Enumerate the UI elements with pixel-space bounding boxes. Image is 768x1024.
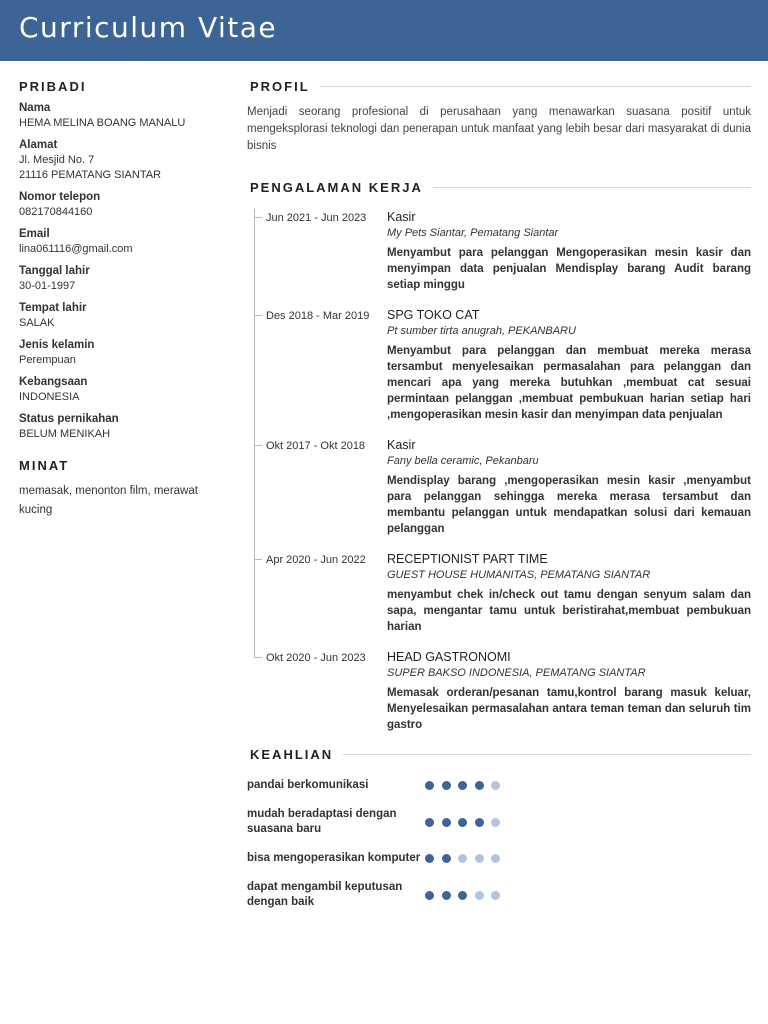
job-role: HEAD GASTRONOMI xyxy=(387,650,511,664)
field-value: SALAK xyxy=(19,317,55,329)
field-label: Jenis kelamin xyxy=(19,339,95,351)
minat-heading: MINAT xyxy=(19,458,70,473)
timeline-tick xyxy=(254,315,262,316)
field-label: Status pernikahan xyxy=(19,413,119,425)
main-content xyxy=(247,79,751,924)
job-description: Mendisplay barang ,mengoperasikan mesin kasir ,menyambut para pelanggan sehingga mereka merasa tersambut dan membantu pelanggan untuk mendapatkan solusi dari kemauan pelanggan xyxy=(387,475,751,535)
personal-field xyxy=(19,412,219,442)
skills-section-header xyxy=(250,747,751,762)
level-dot-filled xyxy=(442,854,451,863)
personal-field xyxy=(19,375,219,405)
job-date: Apr 2020 - Jun 2022 xyxy=(266,554,366,566)
profil-section-header xyxy=(250,79,751,94)
timeline-tick xyxy=(254,559,262,560)
level-dot-filled xyxy=(475,818,484,827)
field-label: Alamat xyxy=(19,139,58,151)
level-dot-empty xyxy=(491,854,500,863)
job-date: Jun 2021 - Jun 2023 xyxy=(266,212,367,224)
level-dot-filled xyxy=(425,781,434,790)
job-description: Menyambut para pelanggan dan membuat mereka merasa tersambut menyelesaikan permasalahan para pelanggan dan mencari apa yang mereka butuhkan ,membuat cat sesuai permintaan pelanggan ,membuat pembukuan harian setiap hari ,mengoperasikan mesin kasir dan menyimpan data penjualan xyxy=(387,345,751,421)
skill-level-rating xyxy=(425,854,508,863)
personal-field xyxy=(19,264,219,294)
level-dot-filled xyxy=(458,781,467,790)
field-value: 21116 PEMATANG SIANTAR xyxy=(19,169,162,181)
pribadi-heading: PRIBADI xyxy=(19,79,87,94)
skill-level-rating xyxy=(425,818,508,827)
job-body xyxy=(387,649,751,733)
divider xyxy=(433,187,751,188)
job-description: Menyambut para pelanggan Mengoperasikan mesin kasir dan menyimpan data penjualan Mendisplay barang Audit barang setiap minggu xyxy=(387,247,751,291)
header-banner xyxy=(0,0,768,61)
personal-field xyxy=(19,301,219,331)
profil-heading: PROFIL xyxy=(250,79,310,94)
job-role: Kasir xyxy=(387,438,416,452)
personal-field xyxy=(19,338,219,368)
job-description: Memasak orderan/pesanan tamu,kontrol barang masuk keluar, Menyelesaikan permasalahan antara teman teman dan seluruh tim gastro xyxy=(387,687,751,731)
skill-row xyxy=(247,807,751,837)
timeline-tick xyxy=(254,217,262,218)
job-role: RECEPTIONIST PART TIME xyxy=(387,552,548,566)
skill-row xyxy=(247,880,751,910)
job-company: SUPER BAKSO INDONESIA, PEMATANG SIANTAR xyxy=(387,667,646,679)
timeline-tick xyxy=(254,445,262,446)
personal-info-list xyxy=(19,101,219,442)
field-value: lina061116@gmail.com xyxy=(19,243,133,255)
job-body xyxy=(387,551,751,635)
skill-row xyxy=(247,851,751,866)
personal-field xyxy=(19,190,219,220)
level-dot-filled xyxy=(442,781,451,790)
job-company: Fany bella ceramic, Pekanbaru xyxy=(387,455,539,467)
profil-text: Menjadi seorang profesional di perusahaan yang menawarkan suasana positif untuk mengeksplorasi teknologi dan penerapan untuk manfaat yang lebih besar dari masyarakat di dunia bisnis xyxy=(247,106,751,152)
skill-name: bisa mengoperasikan komputer xyxy=(247,852,421,864)
timeline-tick xyxy=(254,657,262,658)
level-dot-filled xyxy=(475,781,484,790)
field-value: 082170844160 xyxy=(19,206,93,218)
job-company: GUEST HOUSE HUMANITAS, PEMATANG SIANTAR xyxy=(387,569,651,581)
job-description: menyambut chek in/check out tamu dengan senyum salam dan sapa, mengantar tamu untuk beristirahat,membuat pembukuan harian xyxy=(387,589,751,633)
skill-name: dapat mengambil keputusan dengan baik xyxy=(247,881,403,908)
personal-field xyxy=(19,227,219,257)
field-value: 30-01-1997 xyxy=(19,280,76,292)
job-date: Okt 2020 - Jun 2023 xyxy=(266,652,366,664)
field-label: Email xyxy=(19,228,50,240)
minat-text: memasak, menonton film, merawat kucing xyxy=(19,485,198,516)
field-label: Kebangsaan xyxy=(19,376,88,388)
job-body xyxy=(387,209,751,293)
field-value: INDONESIA xyxy=(19,391,80,403)
skill-name: mudah beradaptasi dengan suasana baru xyxy=(247,808,397,835)
field-value: Jl. Mesjid No. 7 xyxy=(19,154,95,166)
field-value: Perempuan xyxy=(19,354,76,366)
job-body xyxy=(387,437,751,537)
personal-field xyxy=(19,138,219,183)
level-dot-filled xyxy=(442,818,451,827)
level-dot-filled xyxy=(442,891,451,900)
experience-timeline xyxy=(247,209,751,733)
level-dot-empty xyxy=(491,818,500,827)
level-dot-empty xyxy=(475,854,484,863)
job-entry xyxy=(247,307,751,423)
job-date: Des 2018 - Mar 2019 xyxy=(266,310,370,322)
skill-row xyxy=(247,778,751,793)
page-title: Curriculum Vitae xyxy=(19,11,278,44)
job-entry xyxy=(247,437,751,537)
experience-heading: PENGALAMAN KERJA xyxy=(250,180,423,195)
level-dot-empty xyxy=(458,854,467,863)
level-dot-filled xyxy=(458,818,467,827)
skill-name: pandai berkomunikasi xyxy=(247,779,369,791)
field-label: Nomor telepon xyxy=(19,191,101,203)
field-label: Tempat lahir xyxy=(19,302,87,314)
field-value: HEMA MELINA BOANG MANALU xyxy=(19,117,186,129)
job-date: Okt 2017 - Okt 2018 xyxy=(266,440,366,452)
field-value: BELUM MENIKAH xyxy=(19,428,111,440)
job-entry xyxy=(247,649,751,733)
level-dot-filled xyxy=(425,818,434,827)
job-company: My Pets Siantar, Pematang Siantar xyxy=(387,227,559,239)
level-dot-filled xyxy=(458,891,467,900)
level-dot-filled xyxy=(425,854,434,863)
divider xyxy=(320,86,751,87)
job-entry xyxy=(247,551,751,635)
field-label: Nama xyxy=(19,102,51,114)
level-dot-empty xyxy=(491,781,500,790)
field-label: Tanggal lahir xyxy=(19,265,90,277)
level-dot-filled xyxy=(425,891,434,900)
divider xyxy=(343,754,751,755)
skills-heading: KEAHLIAN xyxy=(250,747,334,762)
personal-field xyxy=(19,101,219,131)
skill-level-rating xyxy=(425,781,508,790)
experience-section-header xyxy=(250,180,751,195)
skill-level-rating xyxy=(425,891,508,900)
job-role: Kasir xyxy=(387,210,416,224)
job-company: Pt sumber tirta anugrah, PEKANBARU xyxy=(387,325,576,337)
sidebar xyxy=(19,79,219,520)
job-entry xyxy=(247,209,751,293)
job-body xyxy=(387,307,751,423)
job-role: SPG TOKO CAT xyxy=(387,308,480,322)
level-dot-empty xyxy=(475,891,484,900)
skills-list xyxy=(247,778,751,910)
level-dot-empty xyxy=(491,891,500,900)
